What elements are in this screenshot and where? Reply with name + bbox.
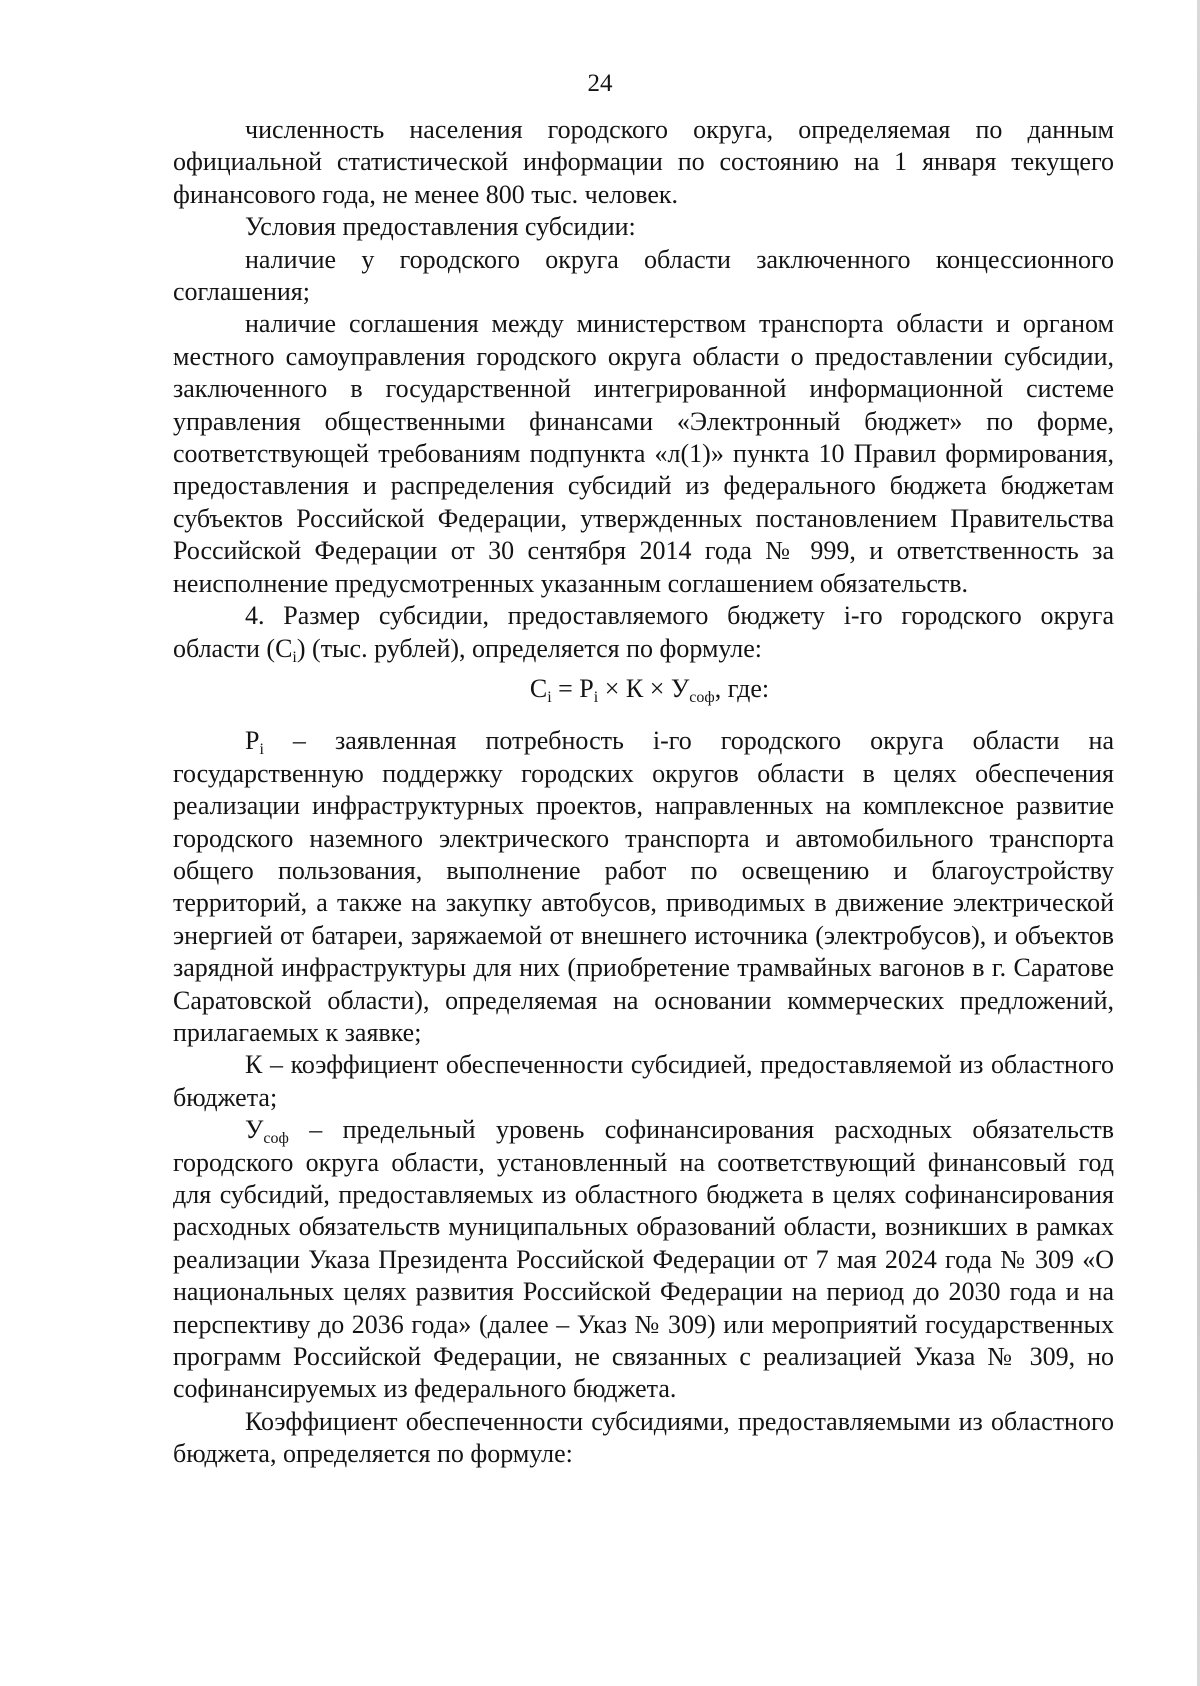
paragraph-coefficient-intro: Коэффициент обеспеченности субсидиями, предоставляемыми из областного бюджета, определяется по формуле: bbox=[173, 1406, 1114, 1469]
paragraph-concession-agreement: наличие у городского округа области заключенного концессионного соглашения; bbox=[173, 244, 1114, 307]
formula-p-subscript: i bbox=[593, 688, 599, 706]
subsidy-formula bbox=[173, 665, 1114, 725]
document-body bbox=[173, 114, 1114, 1471]
formula-middle: × К × У bbox=[598, 673, 690, 703]
paragraph-ministry-agreement: наличие соглашения между министерством транспорта области и органом местного самоуправления городского округа области о предоставлении субсидии, заключенного в государственной интегрированной информационной системе управления общественными финансами «Электронный бюджет» по форме, соответствующей требованиям подпункта «л(1)» пункта 10 Правил формирования, предоставления и распределения субсидий из федерального бюджета бюджетам субъектов Российской Федерации, утвержденных постановлением Правительства Российской Федерации от 30 сентября 2014 года № 999, и ответственность за неисполнение предусмотренных указанным соглашением обязательств. bbox=[173, 309, 1114, 598]
paragraph-conditions-heading: Условия предоставления субсидии: bbox=[245, 212, 636, 242]
paragraph-subsidy-size bbox=[173, 600, 1114, 665]
subsidy-size-subscript: i bbox=[292, 648, 297, 666]
formula-u-subscript: соф bbox=[689, 688, 715, 706]
p-symbol-subscript: i bbox=[259, 741, 264, 759]
subsidy-size-text-start: 4. Размер субсидии, предоставляемого бюджету i-го городского округа области (С bbox=[173, 601, 1114, 663]
paragraph-k-definition: К – коэффициент обеспеченности субсидией, предоставляемой из областного бюджета; bbox=[173, 1050, 1114, 1112]
formula-tail: , где: bbox=[714, 673, 770, 703]
subsidy-size-text-end: ) (тыс. рублей), определяется по формуле: bbox=[296, 633, 762, 663]
formula-eq-p: = Р bbox=[551, 673, 594, 703]
page-number: 24 bbox=[587, 70, 613, 97]
u-definition-text: – предельный уровень софинансирования расходных обязательств городского округа области, установленный на соответствующий финансовый год для субсидий, предоставляемых из областного бюджета в целях софинансирования расходных обязательств муниципальных образований области, возникших в рамках реализации Указа Президента Российской Федерации от 7 мая 2024 года № 309 «О национальных целях развития Российской Федерации на период до 2030 года и на перспективу до 2036 года» (далее – Указ № 309) или мероприятий государственных программ Российской Федерации, не связанных с реализацией Указа № 309, но софинансируемых из федерального бюджета. bbox=[173, 1115, 1114, 1404]
formula-c: С bbox=[529, 673, 548, 703]
paragraph-p-definition bbox=[173, 725, 1114, 1049]
p-symbol bbox=[245, 726, 264, 759]
formula-c-subscript: i bbox=[547, 688, 552, 706]
p-symbol-letter: Р bbox=[245, 726, 260, 756]
u-symbol-letter: У bbox=[245, 1115, 264, 1145]
u-symbol-subscript: соф bbox=[263, 1130, 289, 1148]
paragraph-u-definition bbox=[173, 1114, 1114, 1406]
u-symbol bbox=[245, 1115, 289, 1148]
paragraph-population: численность населения городского округа, определяемая по данным официальной статистической информации по состоянию на 1 января текущего финансового года, не менее 800 тыс. человек. bbox=[173, 115, 1114, 209]
p-definition-text: – заявленная потребность i-го городского округа области на государственную поддержку городских округов области в целях обеспечения реализации инфраструктурных проектов, направленных на комплексное развитие городского наземного электрического транспорта и автомобильного транспорта общего пользования, выполнение работ по освещению и благоустройству территорий, а также на закупку автобусов, приводимых в движение электрической энергией от батареи, заряжаемой от внешнего источника (электробусов), и объектов зарядной инфраструктуры для них (приобретение трамвайных вагонов в г. Саратове Саратовской области), определяемая на основании коммерческих предложений, прилагаемых к заявке; bbox=[173, 726, 1114, 1047]
